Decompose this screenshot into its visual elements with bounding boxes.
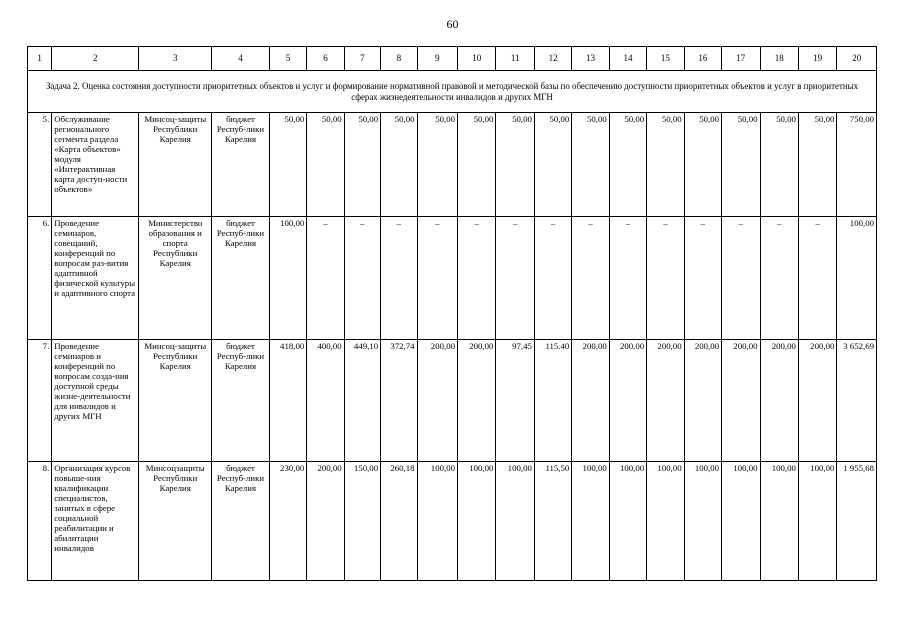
amount-cell: 100,00 [798, 462, 836, 581]
column-number-cell: 15 [647, 47, 684, 71]
amount-cell: 100,00 [647, 462, 684, 581]
amount-cell: – [572, 217, 609, 340]
amount-cell: 50,00 [307, 113, 344, 217]
table-row [28, 340, 877, 462]
amount-cell: 97,45 [496, 340, 534, 462]
executor-name: Минсоцзащиты Республики Карелия [139, 462, 212, 581]
amount-cell: 200,00 [684, 340, 721, 462]
amount-cell: 115,50 [534, 462, 571, 581]
amount-cell: – [798, 217, 836, 340]
amount-cell: – [647, 217, 684, 340]
task-row [28, 71, 877, 113]
column-number-cell: 8 [381, 47, 417, 71]
column-number-cell: 13 [572, 47, 609, 71]
amount-cell: 200,00 [760, 340, 798, 462]
amount-cell: 100,00 [760, 462, 798, 581]
activity-name: Проведение семинаров, совещаний, конференций по вопросам раз-вития адаптивной физической культуры и адаптивного спорта [52, 217, 139, 340]
amount-cell: 50,00 [684, 113, 721, 217]
amount-cell: 100,00 [609, 462, 646, 581]
amount-cell: 400,00 [307, 340, 344, 462]
amount-cell: 200,00 [307, 462, 344, 581]
column-number-cell: 9 [417, 47, 457, 71]
task-title: Задача 2. Оценка состояния доступности приоритетных объектов и услуг и формирование нормативной правовой и методической базы по обеспечению доступности приоритетных объектов и услуг в приоритетных сферах жизнедеятельности инвалидов и других МГН [28, 71, 877, 113]
amount-cell: 230,00 [269, 462, 306, 581]
amount-cell: 3 652,69 [837, 340, 877, 462]
column-number-cell: 11 [496, 47, 534, 71]
amount-cell: – [496, 217, 534, 340]
amount-cell: 100,00 [684, 462, 721, 581]
amount-cell: 50,00 [798, 113, 836, 217]
amount-cell: – [609, 217, 646, 340]
funding-source: бюджет Респуб-лики Карелия [212, 462, 270, 581]
row-number: 7. [28, 340, 52, 462]
column-number-cell: 18 [760, 47, 798, 71]
amount-cell: 150,00 [344, 462, 380, 581]
amount-cell: 50,00 [417, 113, 457, 217]
amount-cell: 100,00 [269, 217, 306, 340]
table-row [28, 113, 877, 217]
amount-cell: 100,00 [572, 462, 609, 581]
row-number: 8. [28, 462, 52, 581]
amount-cell: 100,00 [496, 462, 534, 581]
amount-cell: – [417, 217, 457, 340]
column-number-cell: 19 [798, 47, 836, 71]
column-number-cell: 14 [609, 47, 646, 71]
amount-cell: 50,00 [496, 113, 534, 217]
funding-source: бюджет Респуб-лики Карелия [212, 113, 270, 217]
amount-cell: – [534, 217, 571, 340]
table-row [28, 462, 877, 581]
column-number-cell: 1 [28, 47, 52, 71]
column-number-cell: 7 [344, 47, 380, 71]
amount-cell: 50,00 [572, 113, 609, 217]
amount-cell: 50,00 [344, 113, 380, 217]
page-number: 60 [446, 17, 459, 31]
amount-cell: 50,00 [381, 113, 417, 217]
amount-cell: 50,00 [760, 113, 798, 217]
amount-cell: 200,00 [417, 340, 457, 462]
amount-cell: 50,00 [269, 113, 306, 217]
activity-name: Организация курсов повыше-ния квалификации специалистов, занятых в сфере социальной реабилитации и абилитации инвалидов [52, 462, 139, 581]
amount-cell: 200,00 [798, 340, 836, 462]
amount-cell: 50,00 [534, 113, 571, 217]
amount-cell: 50,00 [609, 113, 646, 217]
column-number-cell: 10 [458, 47, 496, 71]
financing-table [27, 46, 877, 581]
column-number-cell: 4 [212, 47, 270, 71]
column-number-cell: 2 [52, 47, 139, 71]
column-number-cell: 12 [534, 47, 571, 71]
amount-cell: – [458, 217, 496, 340]
amount-cell: 100,00 [837, 217, 877, 340]
amount-cell: 200,00 [572, 340, 609, 462]
amount-cell: 200,00 [647, 340, 684, 462]
amount-cell: – [722, 217, 760, 340]
executor-name: Министерство образования и спорта Республики Карелия [139, 217, 212, 340]
amount-cell: 100,00 [417, 462, 457, 581]
amount-cell: 750,00 [837, 113, 877, 217]
amount-cell: 200,00 [609, 340, 646, 462]
amount-cell: 200,00 [458, 340, 496, 462]
activity-name: Обслуживание регионального сегмента раздела «Карта объектов» модуля «Интерактивная карта доступ-ности объектов» [52, 113, 139, 217]
column-number-cell: 3 [139, 47, 212, 71]
amount-cell: 1 955,68 [837, 462, 877, 581]
column-number-cell: 5 [269, 47, 306, 71]
column-number-cell: 20 [837, 47, 877, 71]
amount-cell: 372,74 [381, 340, 417, 462]
amount-cell: – [381, 217, 417, 340]
amount-cell: – [760, 217, 798, 340]
column-number-cell: 16 [684, 47, 721, 71]
amount-cell: 50,00 [647, 113, 684, 217]
row-number: 6. [28, 217, 52, 340]
amount-cell: – [684, 217, 721, 340]
amount-cell: 418,00 [269, 340, 306, 462]
activity-name: Проведение семинаров и конференций по вопросам созда-ния доступной среды жизне-деятельности для инвалидов и других МГН [52, 340, 139, 462]
row-number: 5. [28, 113, 52, 217]
amount-cell: 50,00 [722, 113, 760, 217]
column-number-cell: 17 [722, 47, 760, 71]
funding-source: бюджет Респуб-лики Карелия [212, 217, 270, 340]
amount-cell: 260,18 [381, 462, 417, 581]
amount-cell: 100,00 [458, 462, 496, 581]
amount-cell: – [307, 217, 344, 340]
amount-cell: 100,00 [722, 462, 760, 581]
amount-cell: 449,10 [344, 340, 380, 462]
column-number-row [28, 47, 877, 71]
executor-name: Минсоц-защиты Республики Карелия [139, 113, 212, 217]
table-row [28, 217, 877, 340]
amount-cell: 115.40 [534, 340, 571, 462]
amount-cell: – [344, 217, 380, 340]
column-number-cell: 6 [307, 47, 344, 71]
executor-name: Минсоц-защиты Республики Карелия [139, 340, 212, 462]
funding-source: бюджет Респуб-лики Карелия [212, 340, 270, 462]
amount-cell: 50,00 [458, 113, 496, 217]
amount-cell: 200,00 [722, 340, 760, 462]
